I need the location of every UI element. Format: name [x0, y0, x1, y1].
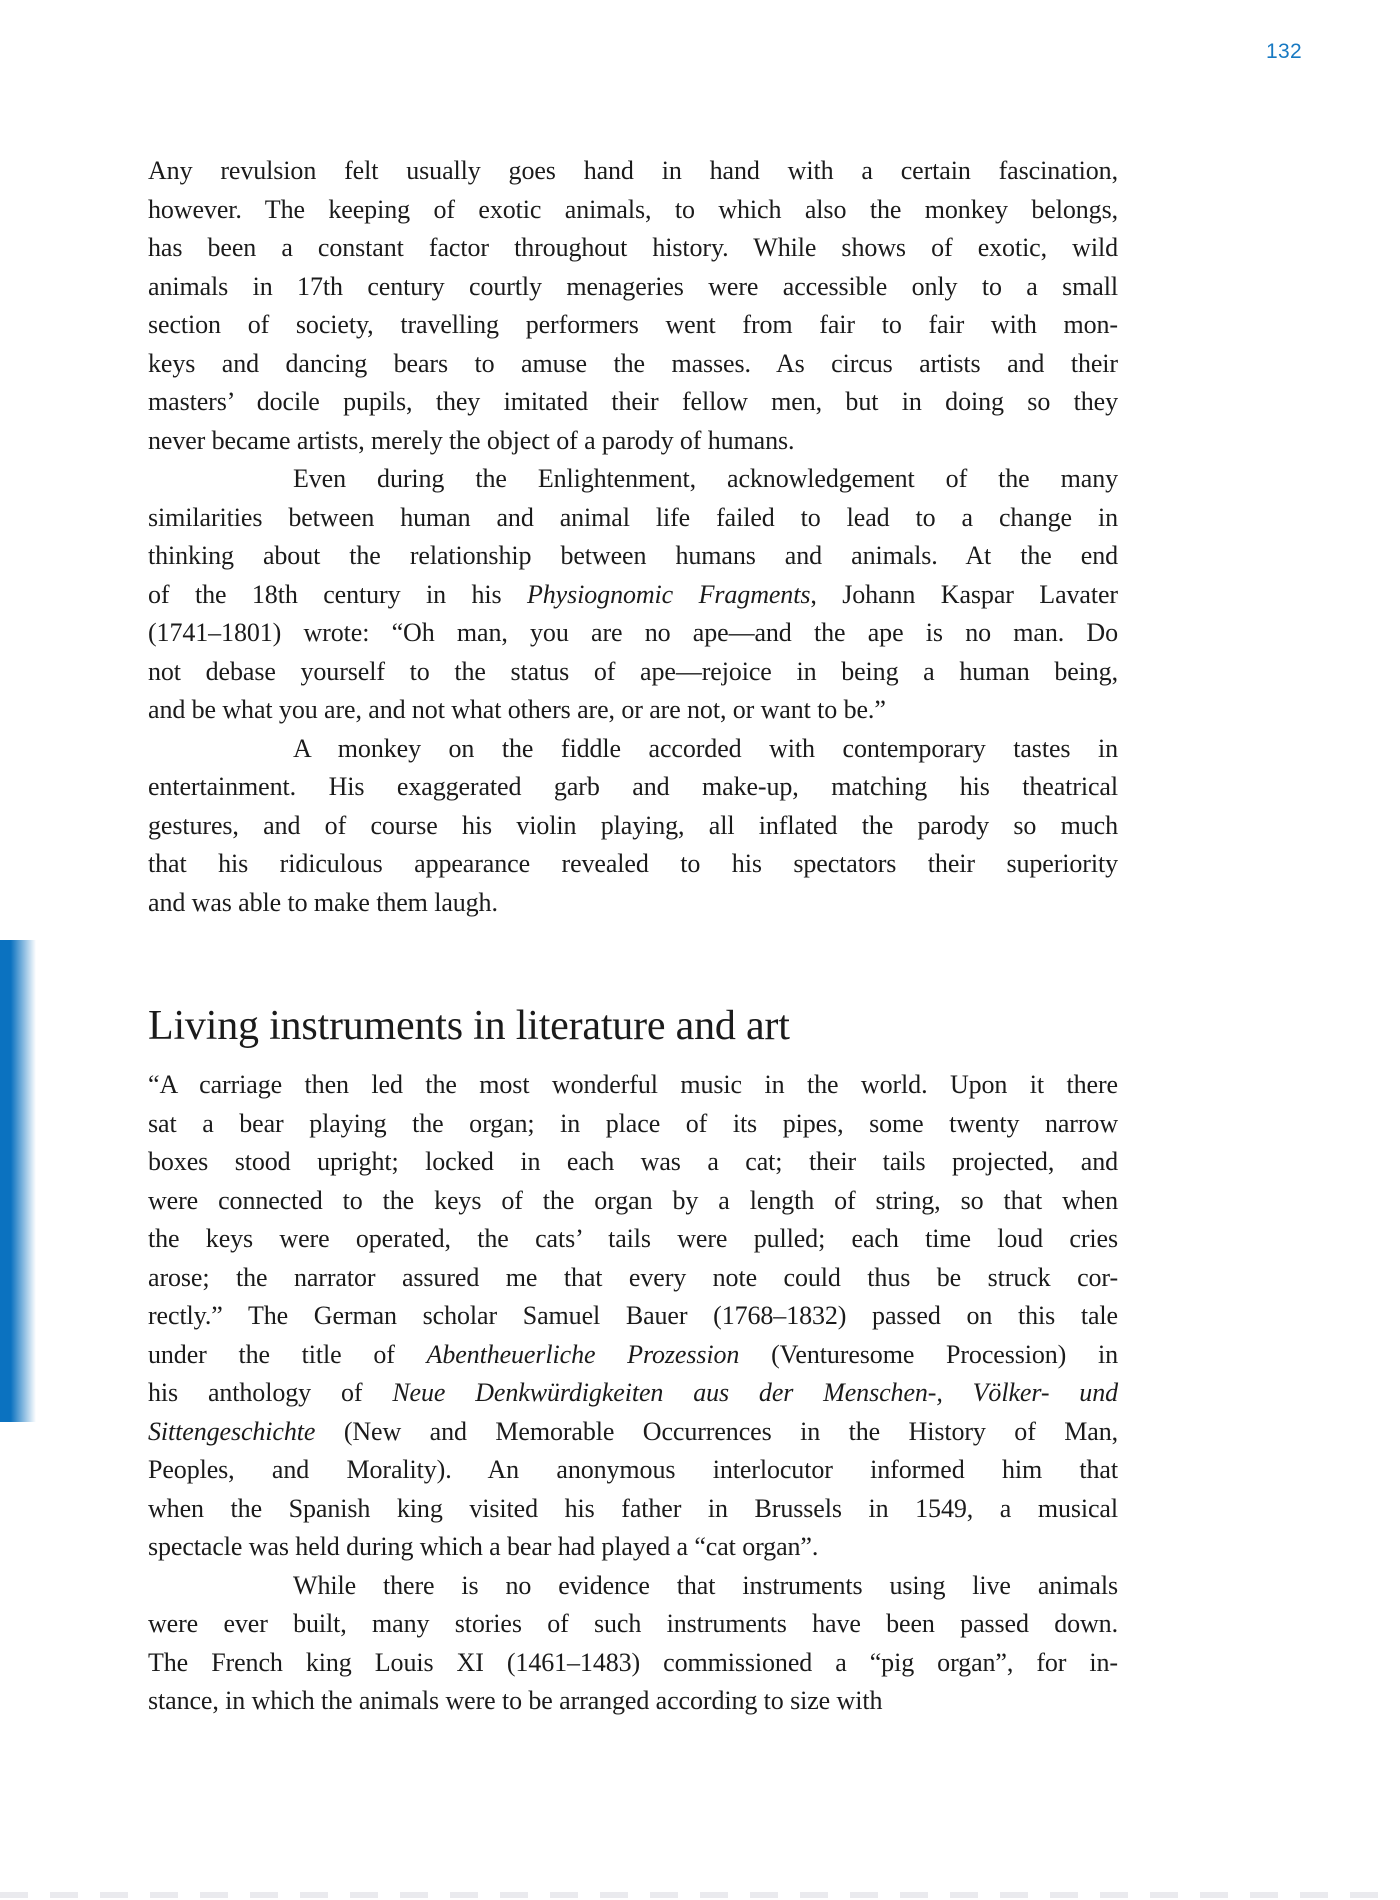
text-line: [148, 460, 1118, 499]
text-line: [148, 730, 1118, 769]
text-line: [148, 1682, 1118, 1721]
text-run: (1741–1801) wrote: “Oh man, you are no ape—and the ape is no man. Do: [148, 618, 1118, 647]
text-run: (New and Memorable Occurrences in the History of Man,: [315, 1416, 1118, 1446]
text-line: [148, 1336, 1118, 1375]
text-run: section of society, travelling performers went from fair to fair with mon-: [148, 310, 1118, 339]
text-line: [148, 807, 1118, 846]
text-run: animals in 17th century courtly menageries were accessible only to a small: [148, 271, 1118, 301]
text-run: gestures, and of course his violin playing, all inflated the parody so much: [148, 810, 1118, 840]
text-line: [148, 499, 1118, 538]
text-line: [148, 691, 1118, 730]
paragraph: [148, 460, 1118, 730]
text-line: [148, 268, 1118, 307]
section-heading: Living instruments in literature and art: [148, 1003, 790, 1050]
text-run: never became artists, merely the object of a parody of humans.: [148, 425, 795, 455]
text-run: when the Spanish king visited his father in Brussels in 1549, a musical: [148, 1493, 1118, 1523]
text-line: [148, 1105, 1118, 1144]
text-line: [148, 422, 1118, 461]
paragraph: [148, 152, 1118, 460]
text-line: [148, 1413, 1118, 1452]
text-run: Peoples, and Morality). An anonymous interlocutor informed him that: [148, 1455, 1118, 1484]
text-line: [148, 1297, 1118, 1336]
text-run: has been a constant factor throughout history. While shows of exotic, wild: [148, 233, 1118, 262]
text-line: [148, 306, 1118, 345]
text-run: Even during the Enlightenment, acknowledgement of the many: [293, 464, 1118, 493]
text-run: Any revulsion felt usually goes hand in hand with a certain fascination,: [148, 156, 1118, 185]
italic-work-title: Neue Denkwürdigkeiten aus der Menschen-, Völker- und: [392, 1378, 1118, 1407]
text-run: entertainment. His exaggerated garb and make-up, matching his theatrical: [148, 772, 1118, 801]
text-run: of the 18th century in his: [148, 579, 527, 609]
text-line: [148, 537, 1118, 576]
body-text-bottom: [148, 1066, 1118, 1721]
text-line: [148, 152, 1118, 191]
text-line: [148, 229, 1118, 268]
text-run: While there is no evidence that instruments using live animals: [293, 1570, 1118, 1600]
text-line: [148, 768, 1118, 807]
text-line: [148, 1451, 1118, 1490]
text-line: [148, 1374, 1118, 1413]
text-run: were connected to the keys of the organ by a length of string, so that when: [148, 1185, 1118, 1215]
text-line: [148, 1644, 1118, 1683]
text-run: however. The keeping of exotic animals, to which also the monkey belongs,: [148, 194, 1118, 224]
text-run: and was able to make them laugh.: [148, 887, 498, 917]
text-line: [148, 845, 1118, 884]
text-run: under the title of: [148, 1339, 427, 1369]
text-line: [148, 884, 1118, 923]
text-run: thinking about the relationship between humans and animals. At the end: [148, 541, 1118, 570]
thumbnail-strip: [0, 1892, 1400, 1898]
text-line: [148, 576, 1118, 615]
italic-work-title: Abentheuerliche Prozession: [426, 1339, 740, 1369]
text-line: [148, 1605, 1118, 1644]
text-line: [148, 191, 1118, 230]
text-run: , Johann Kaspar Lavater: [810, 579, 1118, 609]
text-run: stance, in which the animals were to be arranged according to size with: [148, 1686, 883, 1715]
text-line: [148, 1066, 1118, 1105]
text-run: boxes stood upright; locked in each was a cat; their tails projected, and: [148, 1147, 1118, 1176]
text-line: [148, 345, 1118, 384]
text-line: [148, 1220, 1118, 1259]
text-run: the keys were operated, the cats’ tails were pulled; each time loud cries: [148, 1224, 1118, 1253]
text-run: similarities between human and animal life failed to lead to a change in: [148, 502, 1118, 532]
text-run: keys and dancing bears to amuse the masses. As circus artists and their: [148, 348, 1118, 378]
text-run: “A carriage then led the most wonderful music in the world. Upon it there: [148, 1070, 1118, 1099]
text-run: his anthology of: [148, 1378, 393, 1407]
text-line: [148, 1528, 1118, 1567]
text-run: not debase yourself to the status of ape—rejoice in being a human being,: [148, 656, 1118, 686]
text-run: that his ridiculous appearance revealed to his spectators their superiority: [148, 849, 1118, 878]
text-run: A monkey on the fiddle accorded with contemporary tastes in: [293, 733, 1118, 763]
text-run: rectly.” The German scholar Samuel Bauer (1768–1832) passed on this tale: [148, 1301, 1118, 1330]
text-run: spectacle was held during which a bear had played a “cat organ”.: [148, 1532, 819, 1561]
italic-work-title: Physiognomic Fragments: [527, 579, 811, 609]
page-number: 132: [1266, 40, 1302, 63]
text-line: [148, 1182, 1118, 1221]
text-line: [148, 614, 1118, 653]
text-run: sat a bear playing the organ; in place of its pipes, some twenty narrow: [148, 1108, 1118, 1138]
text-run: (Venturesome Procession) in: [739, 1339, 1119, 1369]
text-run: The French king Louis XI (1461–1483) commissioned a “pig organ”, for in-: [148, 1647, 1118, 1677]
text-line: [148, 383, 1118, 422]
paragraph: [148, 1066, 1118, 1567]
paragraph: [148, 730, 1118, 923]
italic-work-title: Sittengeschichte: [148, 1416, 316, 1446]
body-text-top: [148, 152, 1118, 922]
paragraph: [148, 1567, 1118, 1721]
text-run: and be what you are, and not what others are, or are not, or want to be.”: [148, 695, 886, 724]
accent-bar: [0, 940, 36, 1422]
text-line: [148, 653, 1118, 692]
text-line: [148, 1490, 1118, 1529]
text-run: masters’ docile pupils, they imitated their fellow men, but in doing so they: [148, 387, 1118, 416]
text-run: were ever built, many stories of such instruments have been passed down.: [148, 1609, 1118, 1638]
text-line: [148, 1259, 1118, 1298]
text-run: arose; the narrator assured me that every note could thus be struck cor-: [148, 1262, 1118, 1292]
text-line: [148, 1143, 1118, 1182]
text-line: [148, 1567, 1118, 1606]
